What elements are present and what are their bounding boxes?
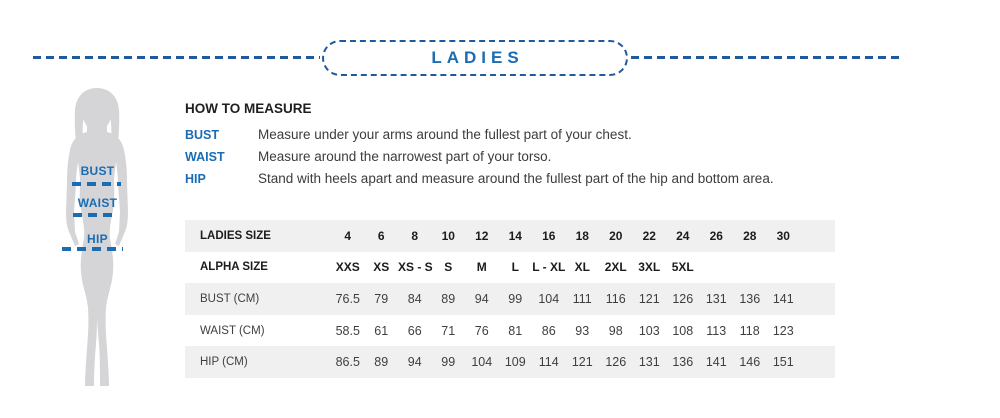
figure-waist-label: WAIST	[77, 196, 118, 210]
section-title: LADIES	[431, 48, 524, 67]
filler-cell	[800, 252, 835, 284]
size-cell: 81	[508, 323, 523, 338]
size-cell: 76	[474, 323, 489, 338]
size-cell: L - XL	[532, 260, 566, 275]
size-cell: XXS	[335, 260, 360, 275]
size-cell: 93	[575, 323, 590, 338]
row-label: ALPHA SIZE	[200, 261, 268, 274]
figure-bust-line	[72, 182, 121, 186]
ladies-pill	[322, 40, 628, 76]
table-row	[185, 283, 835, 315]
measure-row-hip	[185, 168, 885, 190]
size-cell: 136	[739, 291, 761, 306]
size-cell: 118	[739, 323, 760, 338]
size-cell: 131	[705, 291, 727, 306]
size-cell: 10	[441, 228, 455, 243]
table-row	[185, 252, 835, 284]
size-cell: 131	[638, 355, 660, 370]
size-cell: 61	[374, 323, 389, 338]
filler-cell	[800, 315, 835, 347]
size-cell: 5XL	[671, 260, 694, 275]
size-cell	[733, 252, 767, 284]
measure-term: HIP	[185, 172, 206, 186]
size-cell: 6	[377, 228, 385, 243]
size-cell: 84	[407, 291, 422, 306]
size-cell: 4	[344, 228, 352, 243]
size-cell: 71	[441, 323, 456, 338]
measure-description: Measure around the narrowest part of your torso.	[258, 149, 552, 164]
size-cell: 114	[538, 355, 559, 370]
size-cell: XS - S	[398, 260, 433, 275]
size-cell	[767, 252, 801, 284]
size-cell: 146	[739, 355, 761, 370]
size-cell: 94	[407, 355, 422, 370]
size-cell: 58.5	[335, 323, 360, 338]
size-cell: 141	[705, 355, 727, 370]
row-label: LADIES SIZE	[200, 229, 271, 242]
size-cell: 123	[772, 323, 794, 338]
size-cell: 116	[605, 291, 626, 306]
size-cell: 86.5	[335, 355, 360, 370]
size-cell: M	[476, 260, 487, 275]
row-label: HIP (CM)	[200, 356, 248, 369]
size-cell: 121	[638, 291, 660, 306]
size-cell: 136	[672, 355, 694, 370]
size-cell: 89	[441, 291, 456, 306]
measure-row-bust	[185, 124, 885, 146]
size-cell: 109	[504, 355, 526, 370]
figure-hip-label: HIP	[87, 232, 108, 246]
size-cell: 8	[411, 228, 419, 243]
size-cell: 24	[676, 228, 690, 243]
how-to-measure-section	[185, 101, 885, 190]
ladies-size-table	[185, 220, 835, 378]
size-cell: 98	[608, 323, 623, 338]
measure-description: Measure under your arms around the fullest part of your chest.	[258, 127, 632, 142]
size-cell: 99	[441, 355, 456, 370]
size-cell: 20	[609, 228, 623, 243]
size-cell: 126	[672, 291, 694, 306]
size-cell: 104	[471, 355, 493, 370]
measure-row-waist	[185, 146, 885, 168]
divider-dash-right	[631, 56, 903, 59]
size-cell: 103	[638, 323, 660, 338]
size-cell: 76.5	[335, 291, 360, 306]
size-cell: L	[511, 260, 519, 275]
size-cell: XS	[373, 260, 390, 275]
size-cell: 16	[542, 228, 556, 243]
size-cell: 94	[474, 291, 489, 306]
filler-cell	[800, 346, 835, 378]
filler-cell	[800, 283, 835, 315]
size-cell: 30	[776, 228, 790, 243]
size-cell	[700, 252, 734, 284]
size-cell: 89	[374, 355, 389, 370]
size-cell: 66	[407, 323, 422, 338]
size-cell: 99	[508, 291, 523, 306]
measure-description: Stand with heels apart and measure around the fullest part of the hip and bottom area.	[258, 171, 774, 186]
body-measurement-figure	[45, 88, 150, 400]
figure-bust-label: BUST	[80, 164, 115, 178]
divider-dash-left	[33, 56, 320, 59]
size-cell: 111	[572, 291, 592, 306]
size-cell: 121	[571, 355, 593, 370]
size-cell: 126	[605, 355, 627, 370]
size-cell: 104	[538, 291, 560, 306]
size-cell: 28	[743, 228, 757, 243]
figure-hip-line	[62, 247, 123, 251]
size-cell: 113	[706, 323, 727, 338]
size-cell: 14	[508, 228, 522, 243]
row-label: WAIST (CM)	[200, 324, 265, 337]
size-cell: XL	[574, 260, 590, 275]
figure-waist-line	[73, 213, 115, 217]
table-row	[185, 315, 835, 347]
size-cell: S	[444, 260, 453, 275]
size-cell: 86	[541, 323, 556, 338]
size-cell: 2XL	[604, 260, 627, 275]
table-row	[185, 346, 835, 378]
size-cell: 151	[772, 355, 794, 370]
size-cell: 79	[374, 291, 389, 306]
size-cell: 18	[575, 228, 589, 243]
measure-term: BUST	[185, 128, 220, 142]
how-to-measure-title: HOW TO MEASURE	[185, 101, 312, 116]
size-cell: 22	[642, 228, 656, 243]
size-cell: 108	[672, 323, 694, 338]
measure-term: WAIST	[185, 150, 225, 164]
size-cell: 26	[709, 228, 723, 243]
filler-cell	[800, 220, 835, 252]
size-cell: 141	[772, 291, 794, 306]
row-label: BUST (CM)	[200, 292, 260, 305]
table-row	[185, 220, 835, 252]
size-cell: 3XL	[638, 260, 661, 275]
size-cell: 12	[475, 228, 489, 243]
